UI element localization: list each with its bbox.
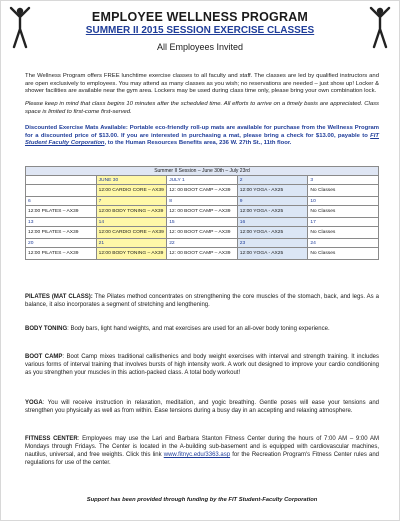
schedule-date-cell: 16 (237, 218, 308, 227)
schedule-class-row (26, 227, 379, 239)
schedule-class-cell: 12: 00 BOOT CAMP – AX39 (167, 206, 238, 218)
body-toning-text: : Body bars, light hand weights, and mat exercises are used for an all-over body toning experience. (67, 326, 330, 332)
schedule-date-cell: 22 (167, 239, 238, 248)
schedule-date-cell: 13 (26, 218, 97, 227)
fitness-center-text-end: for the Recreation Program's Fitness Center rules and regulations for use of the center. (25, 452, 379, 466)
schedule-class-cell: No Classes (308, 185, 379, 197)
yoga-heading: YOGA (25, 400, 43, 406)
fitness-center-heading: FITNESS CENTER (25, 436, 78, 442)
schedule-class-cell (26, 185, 97, 197)
schedule-class-cell: 12: 00 BOOT CAMP – AX39 (167, 185, 238, 197)
intro-paragraph: The Wellness Program offers FREE lunchtime exercise classes to all faculty and staff. The classes are led by qualified instructors and are open exclusively to employees. You may attend as many classes as you wish; no reservations are needed – just show up! Locker & shower facilities are available near the gym area. Lockers may be used during class time only, please bring your own combination lock. (25, 73, 379, 95)
invite-line: All Employees Invited (156, 42, 244, 52)
schedule-class-cell: 12:00 YOGA - AX25 (237, 185, 308, 197)
boot-camp-description (25, 353, 379, 377)
schedule-date-cell: 14 (96, 218, 167, 227)
fitness-center-description (25, 435, 379, 467)
schedule-date-row (26, 197, 379, 206)
schedule-date-cell: 24 (308, 239, 379, 248)
fitness-center-link[interactable]: www.fitnyc.edu/3363.asp (163, 452, 231, 458)
schedule-class-cell: 12: 00 BOOT CAMP – AX39 (167, 227, 238, 239)
schedule-date-cell: 2 (237, 176, 308, 185)
schedule-class-cell: 12:00 YOGA - AX25 (237, 227, 308, 239)
body-toning-heading: BODY TONING (25, 326, 68, 332)
pilates-description (25, 293, 379, 309)
schedule-class-cell: 12:00 YOGA - AX25 (237, 206, 308, 218)
schedule-date-cell: JUNE 30 (96, 176, 167, 185)
schedule-date-cell: 23 (237, 239, 308, 248)
schedule-date-cell: 10 (308, 197, 379, 206)
schedule-class-row (26, 185, 379, 197)
mats-text-end: , to the Human Resources Benefits area, 236 W. 27th St., 11th floor. (104, 140, 292, 147)
boot-camp-text: : Boot Camp mixes traditional callisthenics and body weight exercises with interval and strength training. It includes various forms of interval training that involves bursts of high intensity work. A work out designed to improve your cardio conditioning as you strengthen your muscles in this action-packed class. A total body workout! (25, 354, 379, 376)
schedule-class-cell: No Classes (308, 248, 379, 260)
schedule-date-cell (26, 176, 97, 185)
page-title: EMPLOYEE WELLNESS PROGRAM (91, 10, 309, 24)
schedule-class-cell: 12:00 CARDIO CORE – AX39 (96, 185, 167, 197)
schedule-date-row (26, 176, 379, 185)
sfc-link[interactable]: FIT Student Faculty Corporation (25, 132, 379, 147)
schedule-date-cell: 17 (308, 218, 379, 227)
schedule-date-cell: JULY 1 (167, 176, 238, 185)
schedule-date-cell: 7 (96, 197, 167, 206)
schedule-class-cell: 12:00 BODY TONING – AX39 (96, 248, 167, 260)
exercise-figure-icon (365, 5, 395, 49)
funding-footer: Support has been provided through funding by the FIT Student-Faculty Corporation (86, 497, 318, 503)
schedule-class-cell: 12:00 PILATES – AX39 (26, 227, 97, 239)
schedule-date-cell: 15 (167, 218, 238, 227)
pilates-heading: PILATES (MAT CLASS): (25, 294, 93, 300)
schedule-date-cell: 9 (237, 197, 308, 206)
yoga-description (25, 399, 379, 415)
schedule-class-row (26, 248, 379, 260)
mats-text: Discounted Exercise Mats Available: Portable eco-friendly roll-up mats are available for purchase from the Wellness Program for a discounted price of $13.00. If you are interested in purchasing a mat, please bring a check for $13.00, payable to (25, 125, 379, 139)
schedule-date-cell: 3 (308, 176, 379, 185)
schedule-class-cell: 12: 00 BOOT CAMP – AX39 (167, 248, 238, 260)
body-toning-description (25, 325, 379, 333)
schedule-date-cell: 20 (26, 239, 97, 248)
schedule-class-cell: No Classes (308, 227, 379, 239)
schedule-class-cell: 12:00 CARDIO CORE – AX39 (96, 227, 167, 239)
schedule-date-cell: 8 (167, 197, 238, 206)
schedule-date-cell: 21 (96, 239, 167, 248)
fitness-center-text: : Employees may use the Lari and Barbara Stanton Fitness Center during the hours of 7:00 AM – 9:00 AM Mondays through Fridays. The Center is located in the A-building sub-basement and is equipped with cardiovascular machines, nautilus, universal, and free weights. Click this link (25, 436, 380, 458)
schedule-class-cell: 12:00 PILATES – AX39 (26, 248, 97, 260)
schedule-class-cell: 12:00 PILATES – AX39 (26, 206, 97, 218)
yoga-text: : You will receive instruction in relaxation, meditation, and yogic breathing. Gentle poses will ease your tensions and strengthen you physically as well as from within. Ease tensions during a busy day in an accepting and relaxing atmosphere. (25, 400, 379, 414)
schedule-date-cell: 6 (26, 197, 97, 206)
schedule-class-row (26, 206, 379, 218)
schedule-class-cell: 12:00 YOGA - AX25 (237, 248, 308, 260)
pilates-text: The Pilates method concentrates on strengthening the core muscles of the stomach, back, and legs. As a balance, it also incorporates a segment of stretching and lengthening. (25, 294, 380, 308)
notice-paragraph: Please keep in mind that class begins 10 minutes after the scheduled time. All efforts to arrive on a timely basis are appreciated. Class space is limited to first-come first-served. (25, 101, 379, 115)
schedule-class-cell: No Classes (308, 206, 379, 218)
session-subtitle: SUMMER II 2015 SESSION EXERCISE CLASSES (85, 25, 315, 36)
schedule-class-cell: 12:00 BODY TONING – AX39 (96, 206, 167, 218)
mats-paragraph (25, 125, 379, 148)
schedule-date-row (26, 239, 379, 248)
exercise-figure-icon (5, 5, 35, 49)
schedule-header: Summer II Session – June 30th – July 23rd (26, 167, 379, 176)
boot-camp-heading: BOOT CAMP (25, 354, 63, 360)
schedule-date-row (26, 218, 379, 227)
schedule-table (25, 166, 379, 260)
